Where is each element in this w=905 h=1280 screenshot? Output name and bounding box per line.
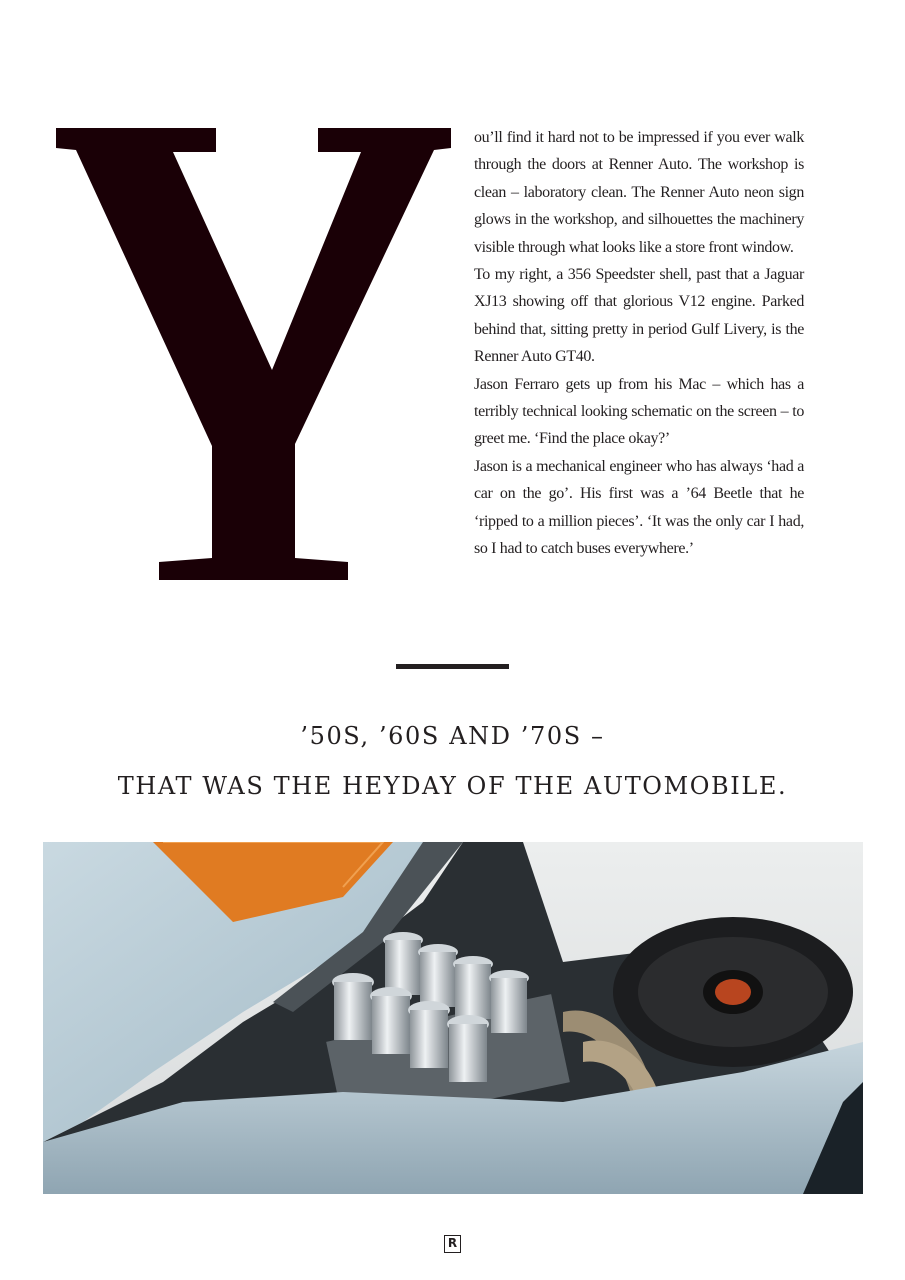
section-divider (396, 664, 509, 669)
engine-bay-photo (43, 842, 863, 1194)
pull-quote-line-1: ’50S, ’60S AND ’70S – (300, 722, 605, 750)
paragraph: To my right, a 356 Speedster shell, past that a Jaguar XJ13 showing off that glorious V12 engine. Parked behind that, sitting pretty in period Gulf Livery, is the Renner Auto GT40. (474, 266, 804, 366)
pull-quote (0, 716, 905, 812)
engine-bay-illustration (43, 842, 863, 1194)
pull-quote-line-2: THAT WAS THE HEYDAY OF THE AUTOMOBILE. (117, 772, 788, 800)
drop-cap (56, 128, 451, 580)
drop-cap-letter (56, 128, 451, 580)
magazine-logo-icon: R (444, 1235, 461, 1253)
paragraph: ou’ll find it hard not to be impressed if you ever walk through the doors at Renner Auto. The workshop is clean – laboratory clean. The Renner Auto neon sign glows in the workshop, and silhouettes the machinery visible through what looks like a store front window. (474, 129, 804, 256)
paragraph: Jason is a mechanical engineer who has always ‘had a car on the go’. His first was a ’64 Beetle that he ‘ripped to a million pieces’. ‘It was the only car I had, so I had to catch buses everywhere.’ (474, 457, 804, 558)
paragraph: Jason Ferraro gets up from his Mac – which has a terribly technical looking schematic on the screen – to greet me. ‘Find the place okay?’ (474, 375, 804, 448)
article-body (474, 124, 804, 563)
